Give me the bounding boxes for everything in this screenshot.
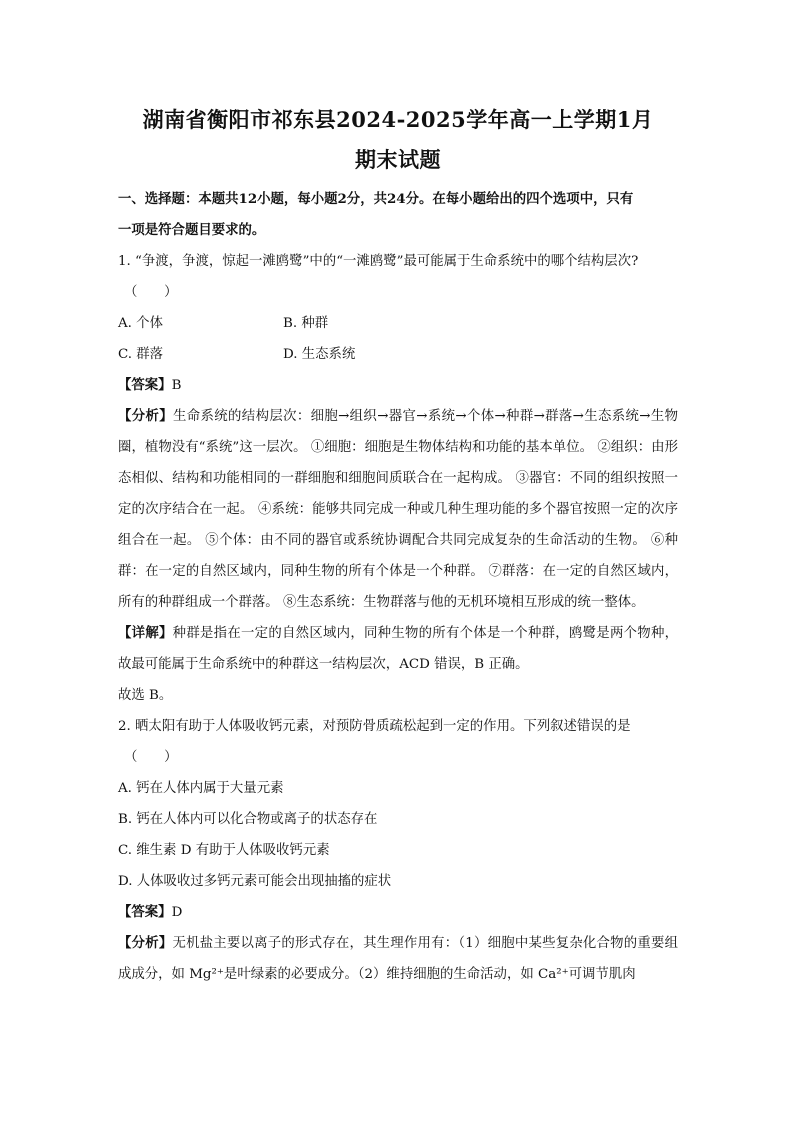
question-1-conclusion: 故选 B。	[118, 688, 173, 703]
question-2-answer	[118, 897, 678, 928]
detail-text: 种群是指在一定的自然区域内，同种生物的所有个体是一个种群，鸥鹭是两个物种，故最可能属于生命系统中的种群这一结构层次，ACD 错误，B 正确。	[118, 626, 679, 672]
question-2-analysis	[118, 928, 678, 990]
section-heading-line1: 一、选择题：本题共12小题，每小题2分，共24分。在每小题给出的四个选项中，只有	[118, 191, 634, 207]
document-subtitle: 期末试题	[355, 147, 441, 172]
question-1-options-row2	[118, 339, 678, 370]
answer-tag: 【答案】	[118, 904, 172, 920]
detail-tag: 【详解】	[118, 625, 173, 641]
question-2-option-b: B. 钙在人体内可以化合物或离子的状态存在	[118, 812, 378, 827]
question-2-option-d: D. 人体吸收过多钙元素可能会出现抽搐的症状	[118, 874, 392, 889]
answer-tag: 【答案】	[118, 377, 172, 393]
question-1-option-c: C. 群落	[118, 347, 164, 362]
analysis-tag: 【分析】	[118, 408, 174, 424]
question-1-detail	[118, 618, 678, 680]
section-heading-line2: 一项是符合题目要求的。	[118, 222, 266, 238]
document-title: 湖南省衡阳市祁东县2024-2025学年高一上学期1月	[142, 107, 654, 132]
analysis-text: 无机盐主要以离子的形式存在，其生理作用有：（1）细胞中某些复杂化合物的重要组成成分，如 Mg²⁺是叶绿素的必要成分。（2）维持细胞的生命活动，如 Ca²⁺可调节肌肉	[118, 936, 679, 982]
question-1-analysis	[118, 401, 678, 618]
question-1-option-a: A. 个体	[118, 316, 163, 331]
question-2-paren: （ ）	[124, 750, 178, 765]
analysis-text: 生命系统的结构层次：细胞→组织→器官→系统→个体→种群→群落→生态系统→生物圈，植物没有“系统”这一层次。 ①细胞：细胞是生物体结构和功能的基本单位。 ②组织：由形态相似、结构和功能相同的一群细胞和细胞间质联合在一起构成。 ③器官：不同的组织按照一定的次序结合在一起。 ④系统：能够共同完成一种或几种生理功能的多个器官按照一定的次序组合在一起。 ⑤个体：由不同的器官或系统协调配合共同完成复杂的生命活动的生物。 ⑥种群：在一定的自然区域内，同种生物的所有个体是一个种群。 ⑦群落：在一定的自然区域内，所有的种群组成一个群落。 ⑧生态系统：生物群落与他的无机环境相互形成的统一整体。	[118, 409, 679, 610]
question-1-option-d: D. 生态系统	[283, 347, 356, 362]
analysis-tag: 【分析】	[118, 935, 173, 951]
question-2-option-a: A. 钙在人体内属于大量元素	[118, 781, 284, 796]
question-2-option-c: C. 维生素 D 有助于人体吸收钙元素	[118, 843, 330, 858]
answer-value: B	[171, 378, 182, 393]
question-1-option-b: B. 种群	[283, 316, 329, 331]
question-1-answer	[118, 370, 678, 401]
document-page	[118, 100, 678, 990]
question-1-paren: （ ）	[124, 285, 178, 300]
question-1-options-row1	[118, 308, 678, 339]
question-2-stem: 2. 晒太阳有助于人体吸收钙元素，对预防骨质疏松起到一定的作用。下列叙述错误的是	[118, 719, 631, 734]
section-heading	[118, 184, 678, 246]
question-1-stem: 1. “争渡，争渡，惊起一滩鸥鹭”中的“一滩鸥鹭”最可能属于生命系统中的哪个结构层次?	[118, 254, 639, 269]
answer-value: D	[171, 905, 183, 920]
